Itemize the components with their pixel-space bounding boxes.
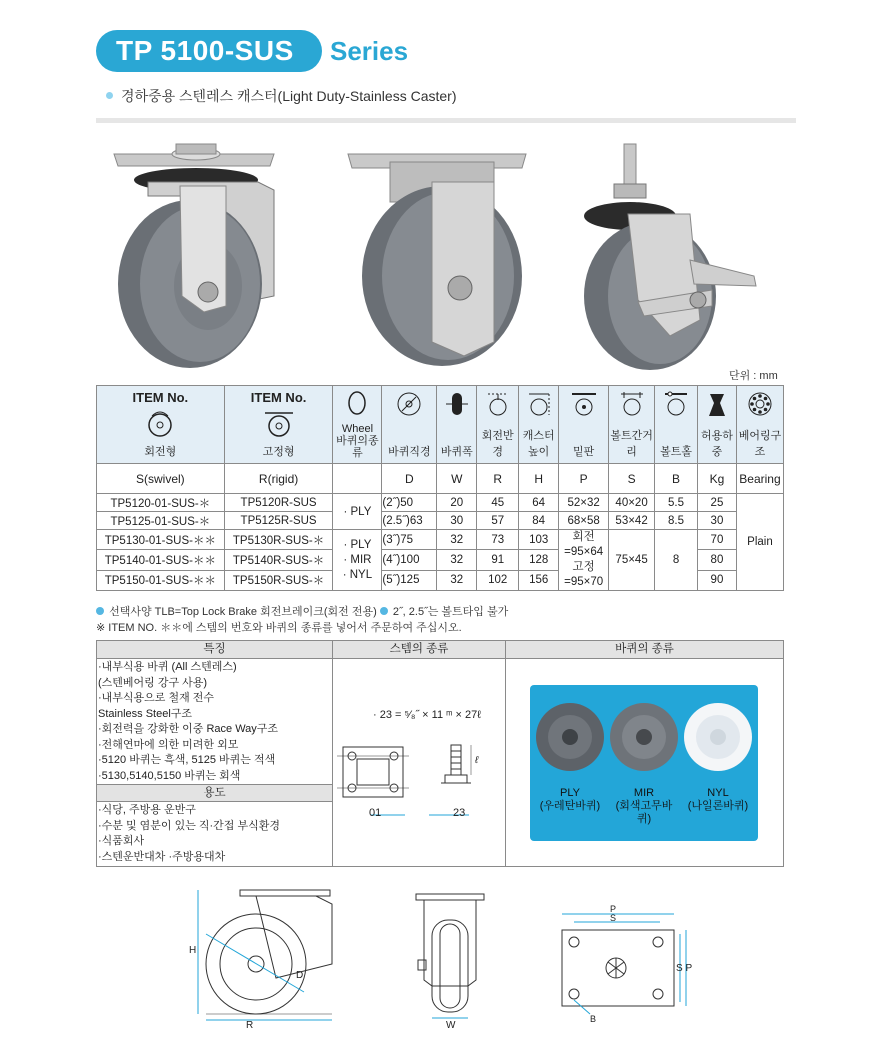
sub-h: H: [519, 464, 559, 494]
bearing-label: 베어링구조: [738, 429, 782, 458]
bolt-spacing-label: 볼트간거리: [610, 429, 653, 458]
cell-swivel: TP5140-01-SUS-＊＊: [97, 550, 225, 570]
plate-swivel-value: =95×64: [564, 546, 604, 558]
sub-d: D: [382, 464, 437, 494]
dim-sp: S P: [676, 963, 693, 974]
cell-rigid: TP5125R-SUS: [224, 512, 333, 530]
nyl-name: NYL: [707, 787, 729, 799]
sub-w: W: [437, 464, 477, 494]
cell-w: 32: [437, 550, 477, 570]
bolt-hole-label: 볼트홀: [660, 445, 692, 458]
cell-d: (4˝)100: [382, 550, 437, 570]
wheel-kr-label: 바퀴의종류: [336, 434, 379, 459]
sub-bearing: Bearing: [736, 464, 783, 494]
sub-wheel: [333, 464, 382, 494]
wheel-mir: · MIR: [343, 553, 372, 566]
swivel-caster-icon: [146, 410, 174, 438]
wheel-samples: [530, 685, 758, 785]
product-title: TP 5100-SUS: [96, 30, 322, 72]
th-plate: [559, 386, 609, 464]
unit-label: 단위 : mm: [729, 370, 778, 382]
divider: [96, 118, 796, 123]
th-radius: [477, 386, 519, 464]
list-item: (스텐베어링 강구 사용): [98, 676, 208, 689]
load-label: 허용하중: [701, 429, 733, 458]
th-load: [697, 386, 736, 464]
wheel-types-panel: [530, 685, 758, 841]
swivel-radius-icon: [484, 390, 512, 418]
stem-01-label: 01: [369, 807, 382, 819]
dim-w: W: [446, 1020, 456, 1031]
list-item: ·식품회사: [98, 835, 145, 847]
dim-b: B: [590, 1014, 597, 1024]
sub-s: S: [609, 464, 655, 494]
wheel-nyl: · NYL: [342, 568, 373, 581]
cell-r: 91: [477, 550, 519, 570]
subtitle: [106, 86, 457, 106]
brake-caster-photo: [578, 140, 768, 372]
swivel-caster-photo: [108, 136, 284, 372]
wheel-mir-label: [609, 787, 679, 826]
ply-kr: (우레탄바퀴): [539, 800, 601, 812]
height-label: 캐스터높이: [522, 429, 555, 458]
list-item: ·내부식용 바퀴 (All 스텐레스): [98, 661, 237, 673]
spec-table: [96, 385, 784, 591]
table-row: [97, 530, 784, 550]
wheel-nyl-label: [683, 787, 753, 813]
item-no-label: ITEM No.: [250, 389, 307, 405]
th-height: [519, 386, 559, 464]
bearing-icon: [746, 390, 774, 418]
sub-r: R: [477, 464, 519, 494]
cell-swivel: TP5120-01-SUS-＊: [97, 494, 225, 512]
series-label: Series: [330, 36, 409, 66]
side-view-drawing: [186, 882, 346, 1032]
features-column: [97, 641, 333, 866]
caster-height-icon: [525, 390, 553, 418]
width-label: 바퀴폭: [440, 445, 473, 458]
plate-rigid-value: =95×70: [564, 576, 604, 588]
rigid-kr-label: 고정형: [262, 445, 295, 458]
cell-kg: 80: [697, 550, 736, 570]
diameter-label: 바퀴직경: [388, 445, 431, 458]
cell-kg: 70: [697, 530, 736, 550]
dim-h: H: [189, 945, 197, 956]
wheel-label: Wheel: [341, 422, 374, 435]
cell-r: 73: [477, 530, 519, 550]
option-note-text: 선택사양 TLB=Top Lock Brake 회전브레이크(회전 전용): [109, 606, 377, 618]
cell-d: (2˝)50: [382, 494, 437, 512]
stem-length-mark: ℓ: [475, 755, 479, 766]
cell-bearing: Plain: [736, 494, 783, 591]
table-row: [97, 512, 784, 530]
option-note: [96, 603, 508, 619]
cell-s: 40×20: [609, 494, 655, 512]
dim-r: R: [246, 1020, 254, 1031]
th-bearing: [736, 386, 783, 464]
rigid-caster-icon: [262, 410, 296, 438]
cell-wheel-large: [333, 530, 382, 591]
sub-rigid: R(rigid): [224, 464, 333, 494]
bullet-icon: [380, 607, 388, 615]
cell-p: 68×58: [559, 512, 609, 530]
cell-r: 45: [477, 494, 519, 512]
cell-w: 32: [437, 570, 477, 590]
mir-kr: (회색고무바퀴): [615, 800, 673, 825]
bullet-icon: [96, 607, 104, 615]
cell-h: 128: [519, 550, 559, 570]
list-item: ·수분 및 염분이 있는 직·간접 부식환경: [98, 819, 280, 832]
list-item: ·전해연마에 의한 미려한 외모: [98, 738, 239, 751]
cell-swivel: TP5130-01-SUS-＊＊: [97, 530, 225, 550]
cell-r: 57: [477, 512, 519, 530]
bolt-hole-icon: [662, 390, 690, 418]
plate-swivel-label: 회전: [572, 531, 595, 543]
info-panel: [96, 640, 784, 867]
stem-23-label: 23: [453, 807, 466, 819]
width-icon: [444, 390, 470, 418]
list-item: ·식당, 주방용 운반구: [98, 804, 196, 816]
dim-d: D: [296, 970, 304, 981]
diameter-icon: [395, 390, 423, 418]
plate-rigid-label: 고정: [572, 561, 595, 573]
cell-h: 84: [519, 512, 559, 530]
list-item: ·내부식용으로 철재 전수: [98, 692, 215, 704]
list-item: ·스텐운반대차 ·주방용대차: [98, 850, 226, 863]
cell-d: (5˝)125: [382, 570, 437, 590]
th-diameter: [382, 386, 437, 464]
sub-p: P: [559, 464, 609, 494]
cell-kg: 90: [697, 570, 736, 590]
bolt-spacing-icon: [618, 390, 646, 418]
cell-h: 103: [519, 530, 559, 550]
wheel-types-column: [506, 641, 783, 866]
cell-wheel-small: · PLY: [333, 494, 382, 530]
list-item: ·회전력을 강화한 이중 Race Way구조: [98, 723, 279, 735]
wheel-type-icon: [346, 390, 368, 416]
plate-label: 밑판: [573, 445, 595, 458]
cell-w: 32: [437, 530, 477, 550]
ply-name: PLY: [560, 787, 580, 799]
table-header-row: [97, 386, 784, 464]
cell-w: 30: [437, 512, 477, 530]
cell-d: (2.5˝)63: [382, 512, 437, 530]
plate-icon: [569, 390, 599, 418]
cell-b-merged: 8: [655, 530, 698, 591]
sub-swivel: S(swivel): [97, 464, 225, 494]
sub-kg: Kg: [697, 464, 736, 494]
th-bolt-hole: [655, 386, 698, 464]
cell-h: 64: [519, 494, 559, 512]
stem-spec: · 23 = ⁵⁄₈˝ × 11 ᵐ × 27ℓ: [373, 709, 481, 721]
item-no-label: ITEM No.: [132, 389, 189, 405]
stem-drawings: [333, 737, 505, 827]
item-note: ※ ITEM NO. ＊＊에 스템의 번호와 바퀴의 종류를 넣어서 주문하여 주십시오.: [96, 622, 462, 634]
subtitle-text: 경하중용 스텐레스 캐스터(Light Duty-Stainless Caster): [121, 88, 457, 104]
plate-view-drawing: [556, 908, 692, 1028]
table-subheader-row: [97, 464, 784, 494]
dim-s: S: [610, 913, 617, 923]
list-item: ·5120 바퀴는 흑색, 5125 바퀴는 적색: [98, 754, 276, 766]
cell-plate-merged: [559, 530, 609, 591]
cell-s-merged: 75×45: [609, 530, 655, 591]
cell-h: 156: [519, 570, 559, 590]
bullet-icon: [106, 92, 113, 99]
th-swivel: [97, 386, 225, 464]
cell-w: 20: [437, 494, 477, 512]
th-rigid: [224, 386, 333, 464]
wheel-ply-label: [535, 787, 605, 813]
sub-b: B: [655, 464, 698, 494]
cell-rigid: TP5140R-SUS-＊: [224, 550, 333, 570]
features-header: 특징: [97, 641, 332, 659]
radius-label: 회전반경: [481, 429, 514, 458]
wheel-ply: · PLY: [343, 538, 372, 551]
mir-name: MIR: [633, 787, 655, 799]
front-view-drawing: [410, 890, 490, 1030]
rigid-caster-photo: [344, 142, 530, 372]
table-row: [97, 494, 784, 512]
list-item: Stainless Steel구조: [98, 707, 193, 720]
cell-p: 52×32: [559, 494, 609, 512]
cell-rigid: TP5150R-SUS-＊: [224, 570, 333, 590]
weight-icon: [705, 390, 729, 418]
swivel-kr-label: 회전형: [144, 445, 177, 458]
cell-rigid: TP5130R-SUS-＊: [224, 530, 333, 550]
cell-swivel: TP5150-01-SUS-＊＊: [97, 570, 225, 590]
cell-b: 5.5: [655, 494, 698, 512]
th-bolt-spacing: [609, 386, 655, 464]
cell-rigid: TP5120R-SUS: [224, 494, 333, 512]
wheel-types-header: 바퀴의 종류: [506, 641, 783, 659]
dim-p: P: [610, 904, 617, 914]
th-wheel: [333, 386, 382, 464]
stem-column: [333, 641, 506, 866]
bolt-note-text: 2˝, 2.5˝는 볼트타입 불가: [392, 606, 509, 618]
list-item: ·5130,5140,5150 바퀴는 회색: [98, 769, 241, 782]
cell-kg: 30: [697, 512, 736, 530]
nyl-kr: (나일론바퀴): [687, 800, 749, 812]
th-width: [437, 386, 477, 464]
cell-d: (3˝)75: [382, 530, 437, 550]
usage-header: 용도: [97, 784, 332, 802]
cell-s: 53×42: [609, 512, 655, 530]
cell-r: 102: [477, 570, 519, 590]
usage-list: [97, 802, 332, 865]
cell-kg: 25: [697, 494, 736, 512]
features-list: [97, 659, 332, 784]
cell-b: 8.5: [655, 512, 698, 530]
cell-swivel: TP5125-01-SUS-＊: [97, 512, 225, 530]
stem-header: 스템의 종류: [333, 641, 505, 659]
